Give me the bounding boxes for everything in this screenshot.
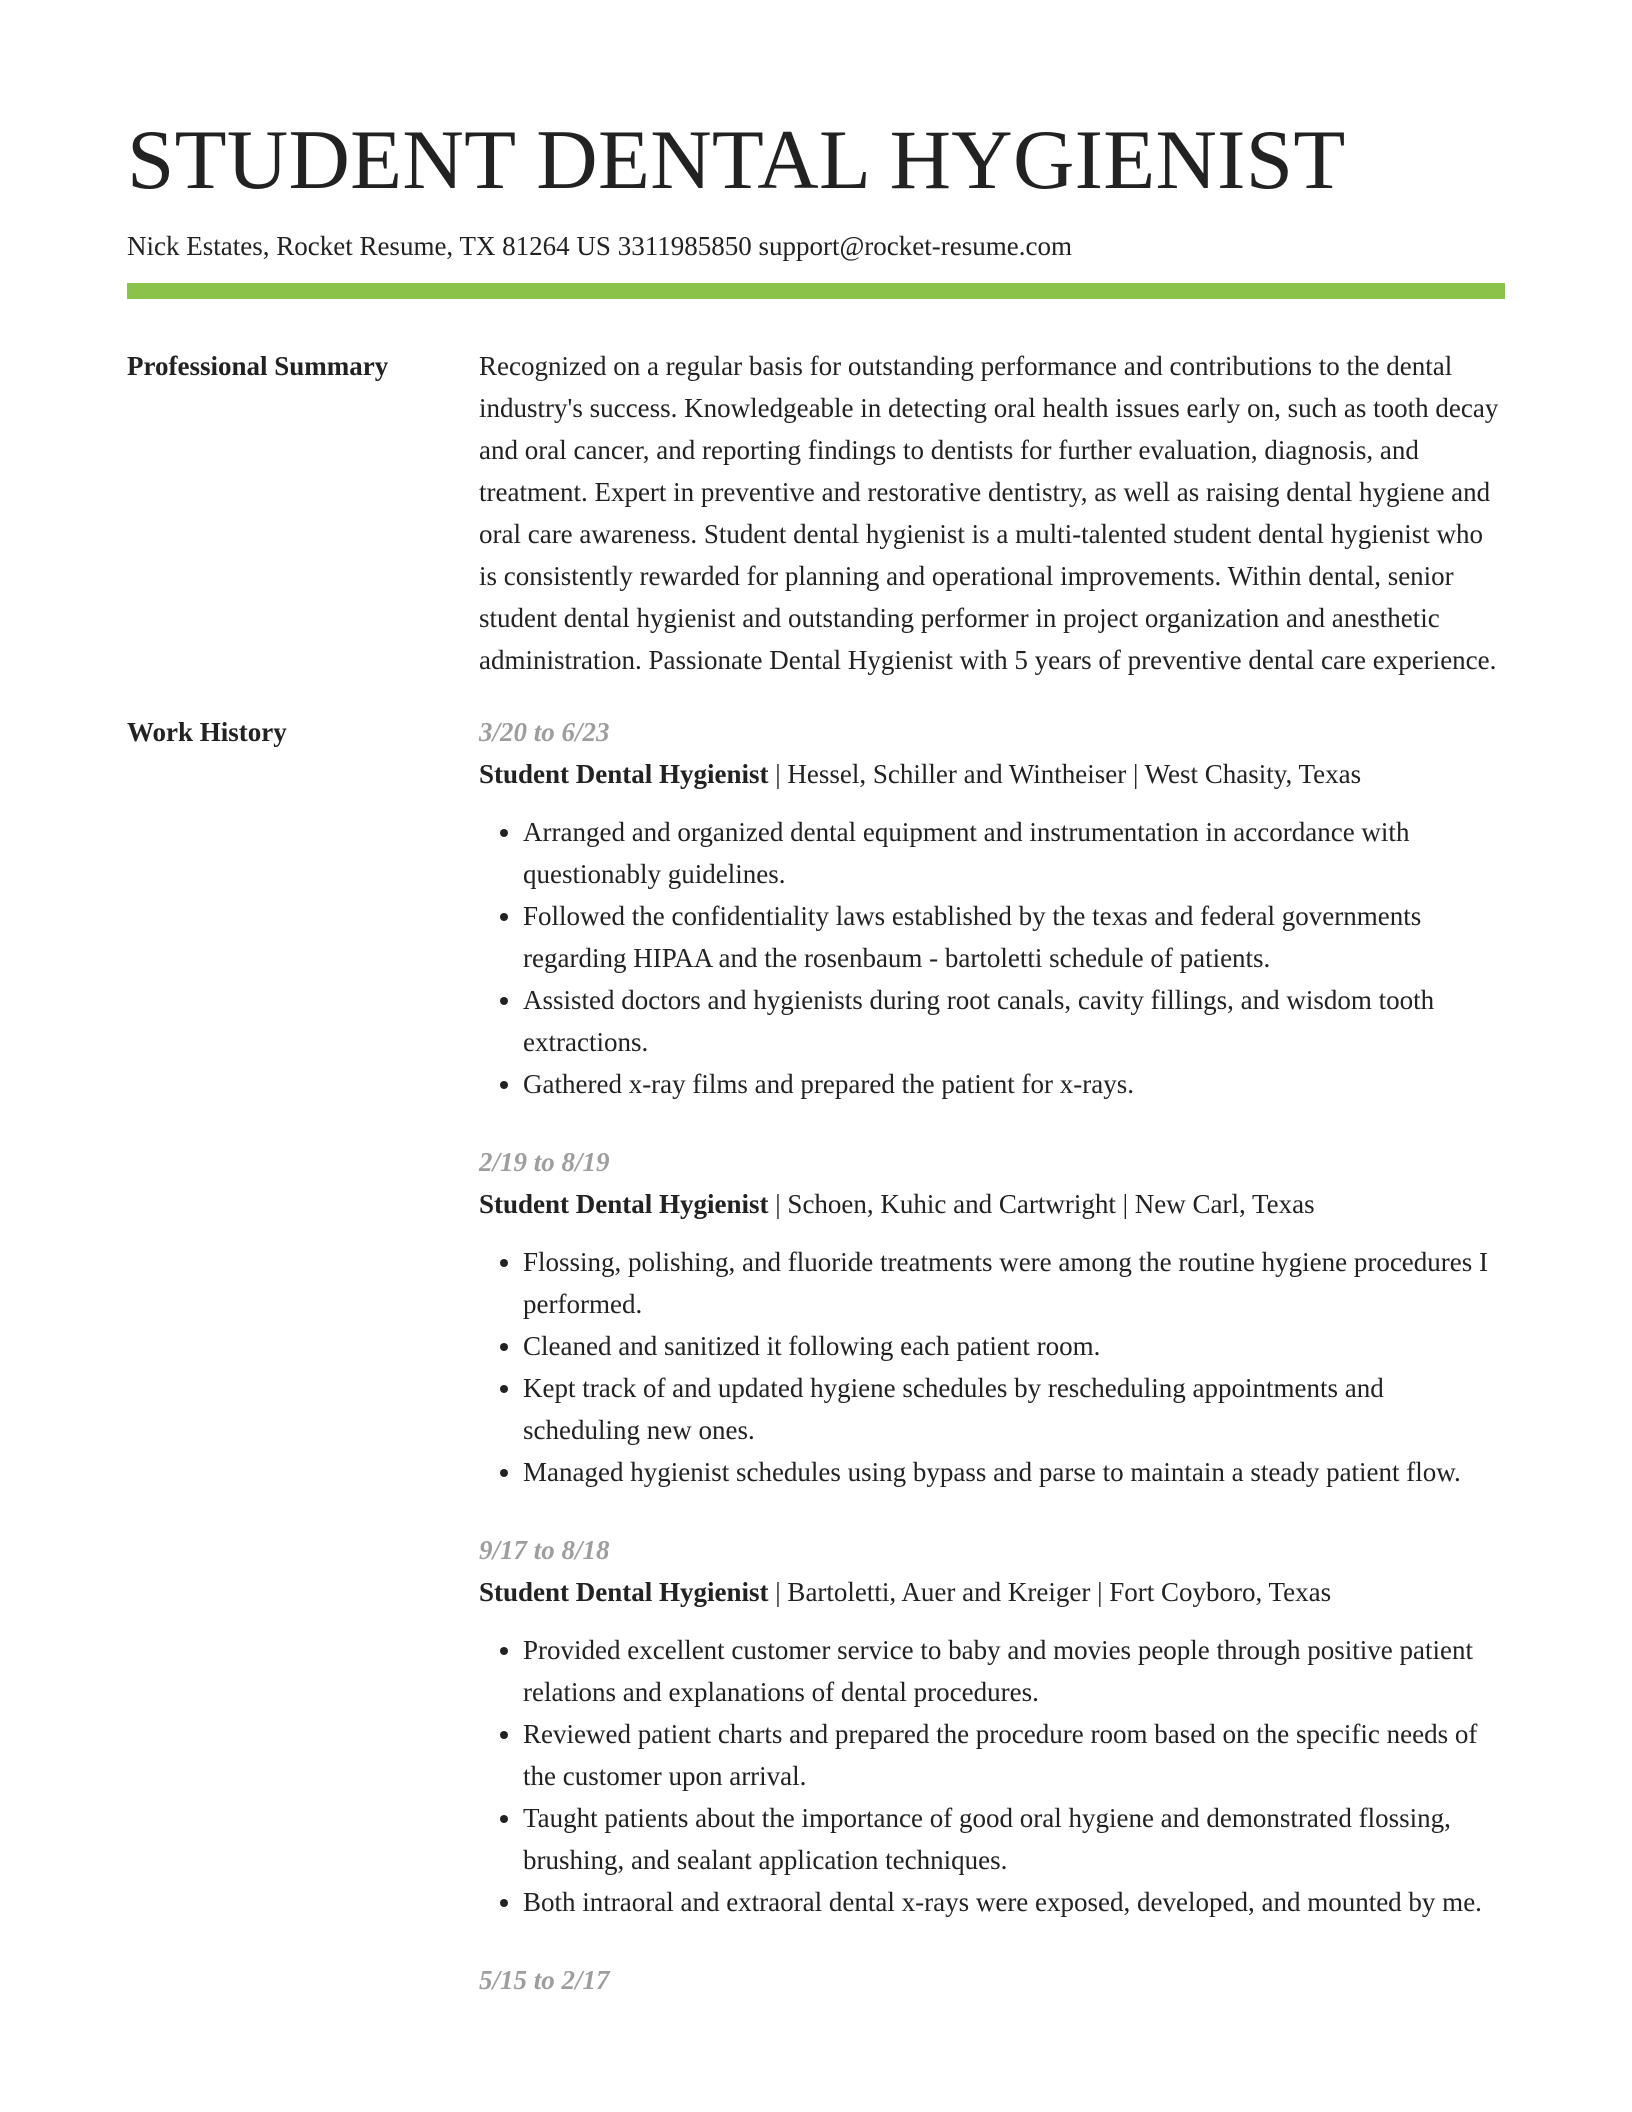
job-entry [479,1141,1505,1493]
job-dates: 9/17 to 8/18 [479,1535,610,1566]
job-bullet: • Cleaned and sanitized it following each patient room. [523,1325,1505,1367]
page-title: STUDENT DENTAL HYGIENIST [127,113,1346,207]
work-history-body [479,711,1505,2037]
job-bullet: • Gathered x-ray films and prepared the patient for x-rays. [523,1063,1505,1105]
job-title: Student Dental Hygienist [479,1577,769,1608]
job-bullet: • Reviewed patient charts and prepared the procedure room based on the specific needs of the customer upon arrival. [523,1713,1505,1797]
job-dates: 2/19 to 8/19 [479,1147,610,1178]
job-employer-location: | Hessel, Schiller and Wintheiser | West Chasity, Texas [768,759,1362,790]
job-employer-location: | Schoen, Kuhic and Cartwright | New Carl, Texas [768,1189,1315,1220]
resume-page [127,113,1505,2037]
section-label-professional-summary: Professional Summary [127,351,389,382]
job-bullet: • Arranged and organized dental equipment and instrumentation in accordance with questionably guidelines. [523,811,1505,895]
job-heading [479,753,1505,795]
contact-line: Nick Estates, Rocket Resume, TX 81264 US 3311985850 support@rocket-resume.com [127,231,1072,261]
job-entry [479,1529,1505,1923]
job-bullet: • Assisted doctors and hygienists during root canals, cavity fillings, and wisdom tooth extractions. [523,979,1505,1063]
accent-divider [127,283,1505,299]
job-heading [479,1571,1505,1613]
job-heading [479,1183,1505,1225]
job-bullet-list [479,811,1505,1105]
job-title: Student Dental Hygienist [479,759,769,790]
summary-body [479,345,1505,681]
job-bullet-list [479,1241,1505,1493]
work-history-section [127,711,1505,2037]
job-dates: 5/15 to 2/17 [479,1965,610,1996]
section-label-work-history: Work History [127,717,287,748]
job-entry [479,711,1505,1105]
job-bullet: • Kept track of and updated hygiene schedules by rescheduling appointments and scheduling new ones. [523,1367,1505,1451]
professional-summary-section [127,345,1505,681]
job-bullet: • Taught patients about the importance of good oral hygiene and demonstrated flossing, brushing, and sealant application techniques. [523,1797,1505,1881]
job-bullet: • Provided excellent customer service to baby and movies people through positive patient relations and explanations of dental procedures. [523,1629,1505,1713]
summary-text: Recognized on a regular basis for outstanding performance and contributions to the dental industry's success. Knowledgeable in detecting oral health issues early on, such as tooth decay and oral cancer, and reporting findings to dentists for further evaluation, diagnosis, and treatment. Expert in preventive and restorative dentistry, as well as raising dental hygiene and oral care awareness. Student dental hygienist is a multi-talented student dental hygienist who is consistently rewarded for planning and operational improvements. Within dental, senior student dental hygienist and outstanding performer in project organization and anesthetic administration. Passionate Dental Hygienist with 5 years of preventive dental care experience. [479,351,1499,676]
job-bullet: • Managed hygienist schedules using bypass and parse to maintain a steady patient flow. [523,1451,1505,1493]
job-bullet: • Both intraoral and extraoral dental x-rays were exposed, developed, and mounted by me. [523,1881,1505,1923]
job-dates: 3/20 to 6/23 [479,717,610,748]
job-employer-location: | Bartoletti, Auer and Kreiger | Fort Coyboro, Texas [768,1577,1332,1608]
job-title: Student Dental Hygienist [479,1189,769,1220]
job-bullet-list [479,1629,1505,1923]
job-bullet: • Flossing, polishing, and fluoride treatments were among the routine hygiene procedures I performed. [523,1241,1505,1325]
job-bullet: • Followed the confidentiality laws established by the texas and federal governments regarding HIPAA and the rosenbaum - bartoletti schedule of patients. [523,895,1505,979]
job-entry [479,1959,1505,2001]
